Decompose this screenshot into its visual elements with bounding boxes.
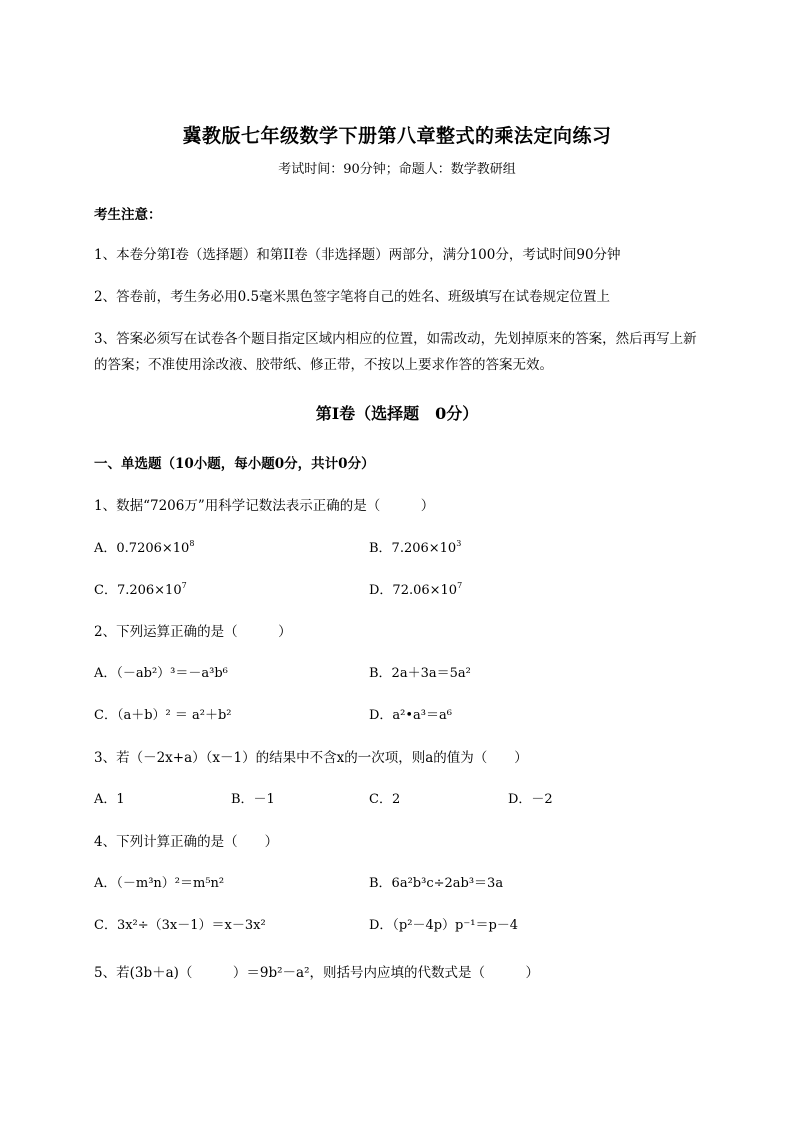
notice-item-3-cont: 的答案；不准使用涂改液、胶带纸、修正带，不按以上要求作答的答案无效。 — [94, 357, 553, 373]
question-3-option-b: B．－1 — [231, 792, 275, 807]
question-3-option-d: D．－2 — [508, 792, 553, 807]
exam-info: 考试时间：90分钟；命题人：数学教研组 — [278, 162, 516, 177]
question-2-option-c: C．（a＋b）² ＝ a²＋b² — [94, 708, 232, 723]
notice-item-1: 1、本卷分第I卷（选择题）和第II卷（非选择题）两部分，满分100分，考试时间90分钟 — [94, 247, 621, 263]
question-2-option-b: B．2a＋3a＝5a² — [369, 666, 471, 681]
question-5-stem: 5、若(3b＋a)（ ）＝9b²－a²，则括号内应填的代数式是（ ） — [94, 965, 540, 981]
question-3-option-c: C．2 — [369, 792, 401, 807]
question-2-option-d: D．a²•a³＝a⁶ — [369, 708, 452, 723]
question-4-stem: 4、下列计算正确的是（ ） — [94, 834, 279, 850]
question-4-option-d: D．（p²－4p）p⁻¹＝p－4 — [369, 918, 519, 933]
question-2-option-a: A．（－ab²）³＝－a³b⁶ — [94, 666, 228, 681]
question-3-option-a: A．1 — [94, 792, 125, 807]
part-title: 一、单选题（10小题，每小题0分，共计0分） — [94, 456, 375, 472]
question-1-option-b: B．$7.206\times 10^3$ — [369, 539, 462, 556]
question-4-option-a: A．（－m³n）²＝m⁵n² — [94, 876, 225, 891]
question-4-option-c: C．3x²÷（3x－1）＝x－3x² — [94, 918, 266, 933]
question-1-stem: 1、数据“7206万”用科学记数法表示正确的是（ ） — [94, 498, 435, 514]
notice-heading: 考生注意： — [94, 207, 162, 223]
question-1-option-d: D．$72.06\times 10^7$ — [369, 581, 463, 598]
notice-item-2: 2、答卷前，考生务必用0.5毫米黑色签字笔将自己的姓名、班级填写在试卷规定位置上 — [94, 289, 611, 305]
section-title: 第I卷（选择题 0分） — [315, 404, 479, 423]
question-2-stem: 2、下列运算正确的是（ ） — [94, 624, 292, 640]
question-3-stem: 3、若（－2x+a）（x－1）的结果中不含x的一次项，则a的值为（ ） — [94, 750, 528, 766]
question-1-option-c: C．$7.206\times 10^7$ — [94, 581, 187, 598]
notice-item-3: 3、答案必须写在试卷各个题目指定区域内相应的位置，如需改动，先划掉原来的答案，然后再写上新 — [94, 331, 697, 347]
page-title: 冀教版七年级数学下册第八章整式的乘法定向练习 — [182, 125, 612, 147]
question-4-option-b: B．6a²b³c÷2ab³＝3a — [369, 876, 504, 891]
question-1-option-a: A．$0.7206\times 10^8$ — [94, 539, 195, 556]
